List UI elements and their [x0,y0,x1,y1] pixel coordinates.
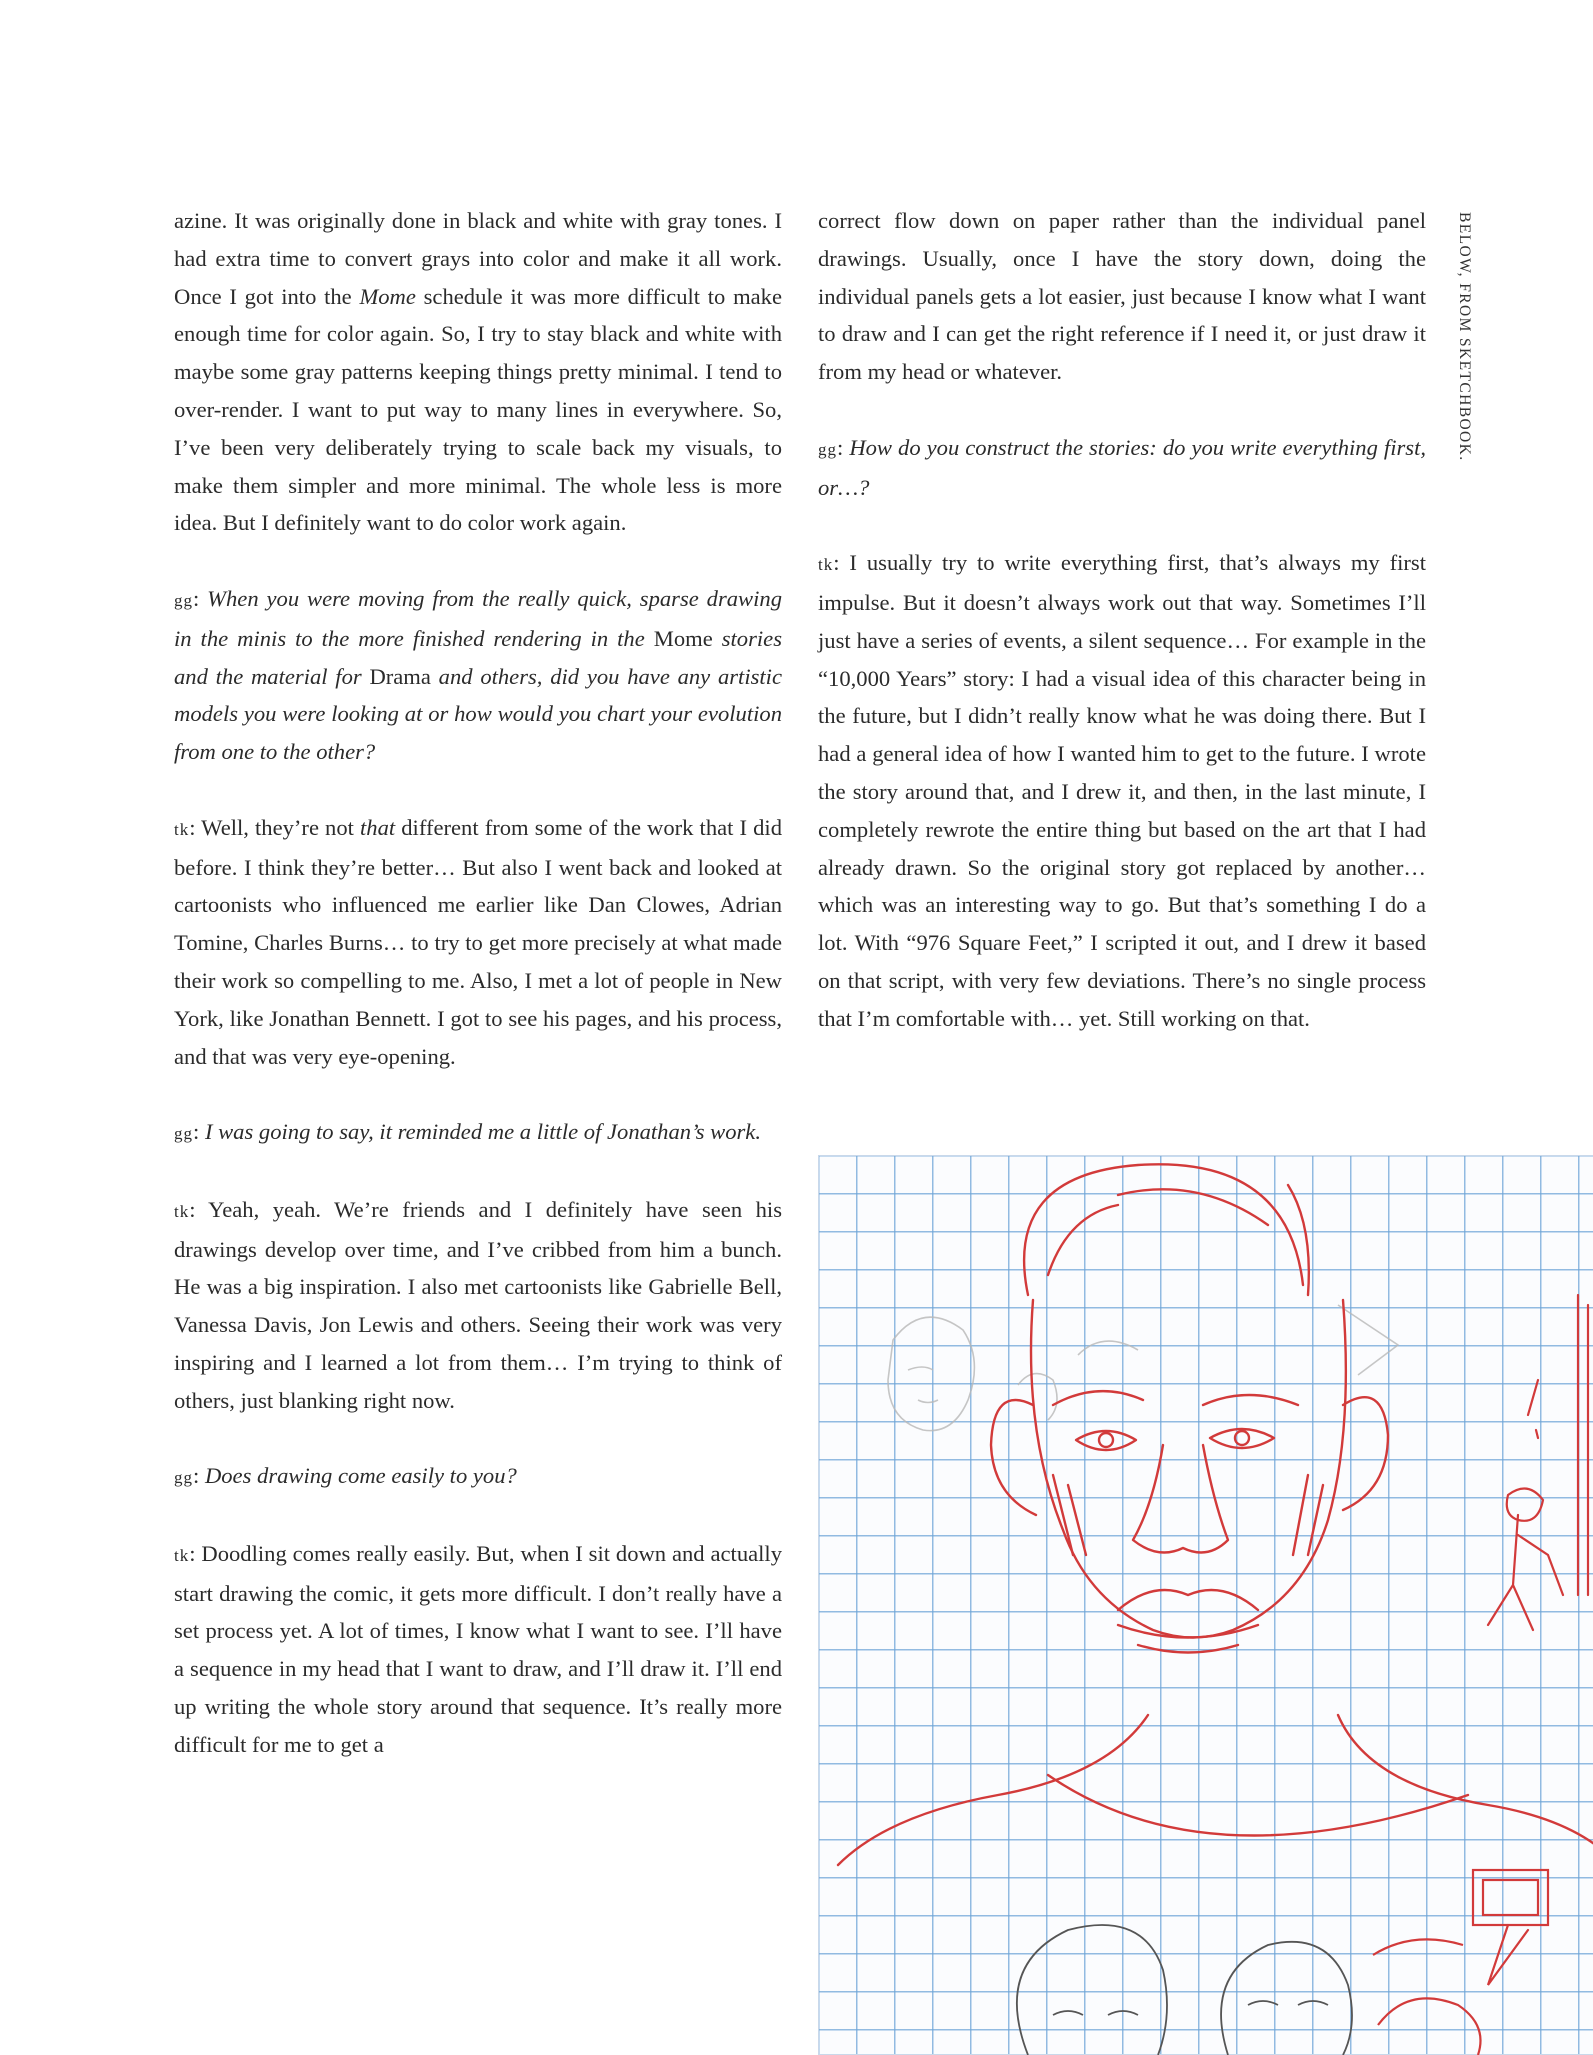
left-column-paragraph [174,580,782,771]
question-text: and others, did you have any artistic models you were looking at or how would you chart your evolution from one to the other? [174,663,782,765]
answer-text: : Well, they’re not [189,814,361,840]
speaker-initials: tk [174,1545,190,1565]
question-text: I was going to say, it reminded me a little of Jonathan’s work. [204,1119,761,1145]
answer-text: : Yeah, yeah. We’re friends and I definitely have seen his drawings develop over time, and I’ve cribbed from him a bunch. He was a big inspiration. I also met cartoonists like Gabrielle Bell, Vanessa Davis, Jon Lewis and others. Seeing their work was very inspiring and I learned a lot from them… I’m trying to think of others, just blanking right now. [174,1196,782,1413]
speaker-initials: gg [174,1124,193,1144]
answer-text: : I usually try to write everything first, that’s always my first impulse. But it doesn’t always work out that way. Sometimes I’ll just have a series of events, a silent sequence… For example in the “10,000 Years” story: I had a visual idea of this character being in the future, but I didn’t really know what he was doing there. But I had a general idea of how I wanted him to get to the future. I wrote the story around that, and I drew it, and then, in the last minute, I completely rewrote the entire thing but based on the art that I had already drawn. So the original story got replaced by another… which was an interesting way to go. But that’s something I do a lot. With “976 Square Feet,” I scripted it out, and I drew it based on that script, with very few deviations. There’s no single process that I’m comfortable with… yet. Still working on that. [818,550,1426,1031]
left-text-column [174,202,782,1764]
answer-text: : [193,1119,205,1145]
answer-text: : [837,434,850,460]
speaker-initials: tk [174,819,190,839]
speaker-initials: gg [818,439,837,459]
answer-text: correct flow down on paper rather than the individual panel drawings. Usually, once I have the story down, doing the individual panels gets a lot easier, just because I know what I want to draw and I can get the right reference if I need it, or just draw it from my head or whatever. [818,208,1426,385]
left-column-paragraph [174,1535,782,1764]
question-text: Does drawing come easily to you? [204,1463,517,1489]
question-text: stories and the material for [174,625,782,689]
sketchbook-caption: BELOW, FROM SKETCHBOOK. [1456,212,1473,462]
left-column-paragraph [174,1457,782,1497]
answer-text: Drama [369,663,431,689]
left-column-paragraph [174,809,782,1076]
question-text: When you were moving from the really quick, sparse drawing in the minis to the more finished rendering in the [174,585,782,651]
question-text: Mome [359,283,416,309]
answer-text: Mome [653,625,713,651]
left-column-paragraph [174,1113,782,1153]
sketchbook-drawing [818,1155,1593,2055]
answer-text: : Doodling comes really easily. But, when I sit down and actually start drawing the comic, it gets more difficult. I don’t really have a set process yet. A lot of times, I know what I want to see. I’ll have a sequence in my head that I want to draw, and I’ll draw it. I’ll end up writing the whole story around that sequence. It’s really more difficult for me to get a [174,1540,782,1757]
right-text-column [818,202,1426,1038]
answer-text: different from some of the work that I did before. I think they’re better… But also I went back and looked at cartoonists who influenced me earlier like Dan Clowes, Adrian Tomine, Charles Burns… to try to get more precisely at what made their work so compelling to me. Also, I met a lot of people in New York, like Jonathan Bennett. I got to see his pages, and his process, and that was very eye-opening. [174,814,782,1069]
right-column-paragraph [818,429,1426,507]
speaker-initials: tk [818,555,834,575]
question-text: How do you construct the stories: do you write everything first, or…? [818,434,1426,500]
speaker-initials: tk [174,1201,190,1221]
speaker-initials: gg [174,1468,193,1488]
answer-text: : [193,1463,205,1489]
right-column-paragraph [818,202,1426,391]
right-column-paragraph [818,544,1426,1037]
answer-text: schedule it was more difficult to make enough time for color again. So, I try to stay black and white with maybe some gray patterns keeping things pretty minimal. I tend to over-render. I want to put way to many lines in everywhere. So, I’ve been very deliberately trying to scale back my visuals, to make them simpler and more minimal. The whole less is more idea. But I definitely want to do color work again. [174,283,782,536]
left-column-paragraph [174,202,782,542]
question-text: that [360,814,396,840]
left-column-paragraph [174,1191,782,1420]
answer-text: azine. It was originally done in black and white with gray tones. I had extra time to convert grays into color and make it all work. Once I got into the [174,208,782,309]
sketch-illustration [818,1155,1593,2055]
answer-text: : [193,585,208,611]
speaker-initials: gg [174,590,193,610]
